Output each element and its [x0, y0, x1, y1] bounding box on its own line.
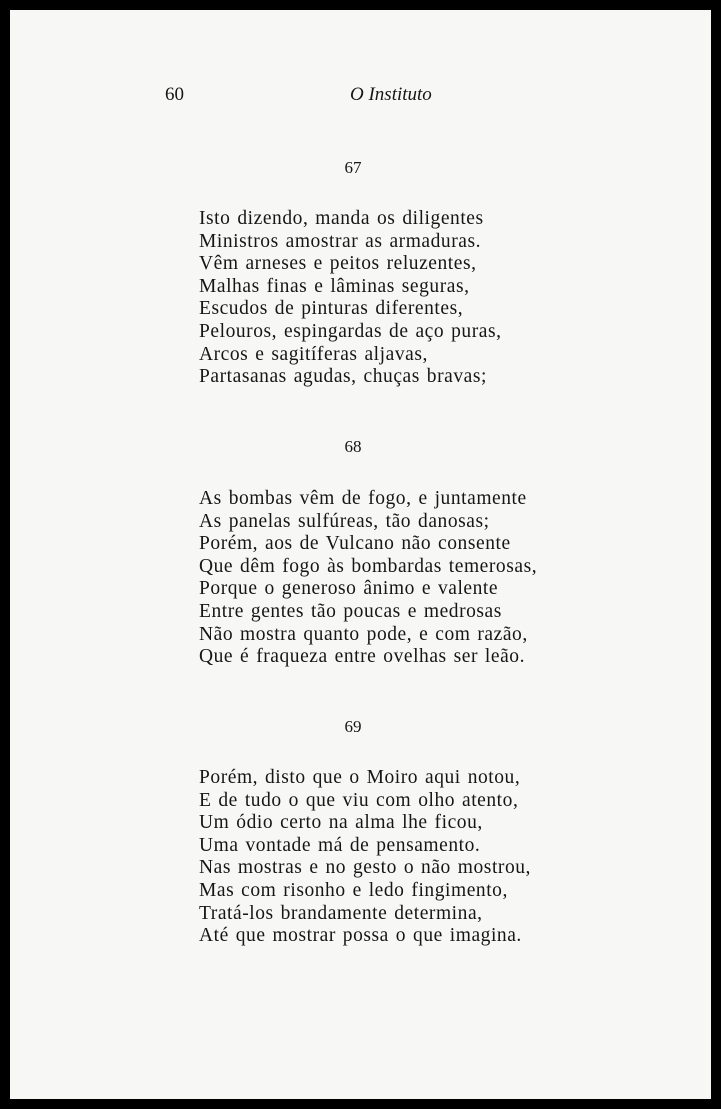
verse-line: Porque o generoso ânimo e valente: [199, 578, 499, 600]
verse-line: Mas com risonho e ledo fingimento,: [199, 879, 508, 901]
verse-line: E de tudo o que viu com olho atento,: [199, 789, 519, 811]
verse-line: Que é fraqueza entre ovelhas ser leão.: [199, 646, 526, 668]
verse-line: Vêm arneses e peitos reluzentes,: [199, 253, 477, 275]
verse-line: Uma vontade má de pensamento.: [199, 834, 481, 856]
stanza-number: 68: [344, 437, 362, 456]
verse-line: Arcos e sagitíferas aljavas,: [199, 343, 428, 365]
verse-line: Escudos de pinturas diferentes,: [199, 298, 464, 320]
verse-line: Não mostra quanto pode, e com razão,: [199, 623, 528, 645]
stanza-number: 69: [344, 717, 362, 736]
verse-line: As bombas vêm de fogo, e juntamente: [199, 488, 527, 509]
stanza: [199, 488, 559, 669]
verse-line: Até que mostrar possa o que imagina.: [199, 925, 522, 947]
running-title: O Instituto: [350, 84, 432, 105]
verse-line: As panelas sulfúreas, tão danosas;: [199, 510, 490, 532]
verse-line: Porém, aos de Vulcano não consente: [199, 533, 511, 555]
verse-line: Ministros amostrar as armaduras.: [199, 230, 482, 252]
verse-line: Partasanas agudas, chuças bravas;: [199, 366, 487, 388]
stanza-number: 67: [344, 158, 362, 177]
verse-line: Isto dizendo, manda os diligentes: [199, 208, 484, 229]
verse-line: Pelouros, espingardas de aço puras,: [199, 320, 502, 342]
verse-line: Que dêm fogo às bombardas temerosas,: [199, 555, 538, 577]
verse-line: Entre gentes tão poucas e medrosas: [199, 600, 502, 622]
verse-line: Tratá-los brandamente determina,: [199, 902, 483, 924]
verse-line: Nas mostras e no gesto o não mostrou,: [199, 857, 531, 879]
verse-line: Porém, disto que o Moiro aqui notou,: [199, 767, 521, 788]
book-page: [10, 10, 711, 1099]
stanza: [199, 208, 559, 389]
page-number: 60: [165, 84, 184, 105]
verse-line: Malhas finas e lâminas seguras,: [199, 275, 470, 297]
stanza: [199, 767, 559, 948]
verse-line: Um ódio certo na alma lhe ficou,: [199, 812, 483, 834]
